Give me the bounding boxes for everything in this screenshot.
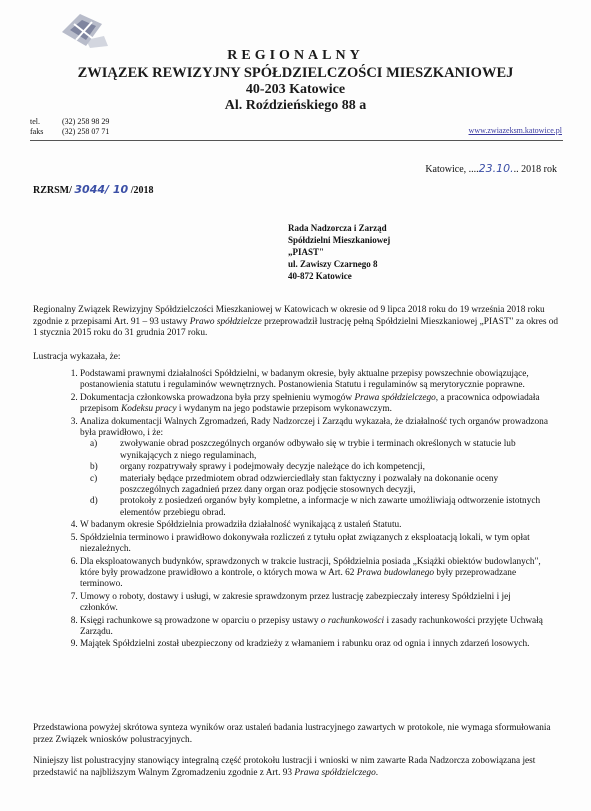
header-line-1: REGIONALNY: [227, 48, 364, 63]
list-item: [80, 520, 550, 531]
item-italic: o rachunkowości: [320, 615, 385, 626]
header-divider: [30, 140, 563, 141]
date-prefix: Katowice, ....: [425, 164, 479, 175]
list-item: [80, 616, 550, 639]
item-text: , a pracownica odpowiadała przepisom: [80, 392, 540, 415]
intro-paragraph: [33, 305, 561, 340]
closing-italic: Prawa spółdzielczego: [294, 767, 376, 778]
item-text: Dla eksploatowanych budynków, sprawdzonych w trakcie lustracji, Spółdzielnia posiada „Książki obiektów budowlanych", które były prowadzone prawidłowo a kontrole, o których mowa w Art. 62: [80, 556, 541, 578]
date-handwritten: 23.10.: [478, 162, 514, 175]
fax-number: (32) 258 07 71: [62, 127, 110, 136]
addressee-line: Spółdzielni Mieszkaniowej: [288, 235, 391, 245]
sub-list-item: [90, 439, 550, 462]
addressee-line: „PIAST": [288, 247, 325, 257]
website-link[interactable]: www.zwiazeksm.katowice.pl: [468, 126, 562, 135]
tel-number: (32) 258 98 29: [62, 117, 110, 126]
header-line-4: Al. Roździeńskiego 88 a: [224, 98, 367, 113]
list-item: [80, 639, 550, 650]
sub-list-item: [90, 462, 550, 473]
letter-date: [425, 162, 557, 175]
item-italic: Prawa spółdzielczego: [354, 392, 436, 403]
date-suffix: .. 2018 rok: [513, 164, 557, 175]
ref-handwritten: 3044/ 10: [74, 183, 129, 196]
intro-text: przeprowadził lustrację pełną Spółdzielni Mieszkaniowej „PIAST" za okres od 1 stycznia 2015 roku do 31 grudnia 2017 roku.: [33, 316, 559, 338]
item-italic: Kodeksu pracy: [121, 404, 177, 415]
fax-label: faks: [30, 127, 44, 136]
sub-letter: a): [90, 439, 98, 450]
sub-list: [80, 439, 550, 519]
header-line-2: ZWIĄZEK REWIZYJNY SPÓŁDZIELCZOŚCI MIESZKANIOWEJ: [77, 65, 514, 81]
sub-text: zwoływanie obrad poszczególnych organów odbywało się w trybie i terminach określonych w statucie lub wynikających z niego regulaminach,: [120, 439, 516, 461]
addressee-line: ul. Zawiszy Czarnego 8: [288, 259, 378, 269]
addressee-line: 40-872 Katowice: [288, 271, 352, 281]
item-italic: Prawa budowlanego: [356, 567, 434, 578]
sub-letter: d): [90, 496, 98, 507]
intro-text: Regionalny Związek Rewizyjny Spółdzielczości Mieszkaniowej w Katowicach w okresie od 9 lipca 2018 roku do 19 września 2018 roku zgodnie z przepisami Art. 91 – 93 ustawy: [33, 305, 545, 327]
intro-italic: Prawo spółdzielcze: [189, 316, 262, 327]
list-item: [80, 592, 550, 615]
association-logo-icon: [56, 10, 114, 50]
item-text: Analiza dokumentacji Walnych Zgromadzeń, Rady Nadzorczej i Zarządu wykazała, że działalność tych organów prowadzona była prawidłowo, i że:: [80, 416, 548, 439]
reference-number: [33, 183, 153, 196]
list-item: [80, 393, 550, 416]
header-line-3: 40-203 Katowice: [245, 82, 346, 97]
item-text: były przeprowadzane terminowo.: [80, 567, 517, 590]
item-text: Księgi rachunkowe są prowadzone w oparciu o przepisy ustawy: [80, 615, 321, 626]
item-text: W badanym okresie Spółdzielnia prowadziła działalność wynikającą z ustaleń Statutu.: [80, 520, 402, 531]
sub-letter: b): [90, 462, 98, 473]
sub-letter: c): [90, 473, 98, 484]
sub-text: protokoły z posiedzeń organów były kompletne, a informacje w nich zawarte umożliwiają odtworzenie istotnych elementów przebiegu obrad.: [120, 496, 541, 518]
tel-label: tel.: [30, 117, 40, 126]
sub-list-item: [90, 474, 550, 497]
list-item: [80, 417, 550, 520]
item-text: Spółdzielnia terminowo i prawidłowo dokonywała rozliczeń z tytułu opłat związanych z eksploatacją lokali, w tym opłat niezależnych.: [80, 532, 530, 555]
item-text: Podstawami prawnymi działalności Spółdzielni, w badanym okresie, były aktualne przepisy powszechnie obowiązujące, postanowienia statutu i regulaminów wewnętrznych. Postanowienia Statutu i regulaminów są merytorycznie poprawne.: [80, 369, 529, 391]
contact-block: [30, 117, 109, 137]
item-text: Majątek Spółdzielni został ubezpieczony od kradzieży z włamaniem i rabunku oraz od ognia i innych zdarzeń losowych.: [80, 639, 530, 650]
addressee-block: [288, 222, 390, 282]
closing-text: Niniejszy list polustracyjny stanowiący integralną część protokołu lustracji i wnioski w nim zawarte Rada Nadzorcza zobowiązana jest przedstawić na najbliższym Walnym Zgromadzeniu zgodnie z Art. 93: [33, 756, 536, 778]
sub-text: organy rozpatrywały sprawy i podejmowały decyzje należące do ich kompetencji,: [120, 462, 425, 473]
ref-prefix: RZRSM/: [33, 185, 72, 196]
addressee-line: Rada Nadzorcza i Zarząd: [288, 223, 387, 233]
closing-paragraph-2: [33, 756, 555, 779]
closing-paragraph-1: Przedstawiona powyżej skrótowa synteza wyników oraz ustaleń badania lustracyjnego zawartych w protokole, nie wymaga sformułowania przez Związek wniosków polustracyjnych.: [33, 723, 551, 745]
item-text: i zasady rachunkowości przyjęte Uchwałą Zarządu.: [80, 615, 543, 637]
ref-suffix: /2018: [130, 185, 154, 196]
list-item: [80, 533, 550, 556]
sub-list-item: [90, 496, 550, 519]
sub-text: materiały będące przedmiotem obrad odzwierciedlały stan faktyczny i pozwalały na dokonanie oceny poszczególnych zagadnień przez dany organ oraz podjęcie stosownych decyzji,: [120, 473, 499, 496]
item-text: i wydanym na jego podstawie przepisom wykonawczym.: [176, 404, 392, 415]
closing-text: .: [375, 767, 379, 778]
findings-list: [40, 369, 550, 652]
item-text: Dokumentacja członkowska prowadzona była przy spełnieniu wymogów: [80, 392, 355, 403]
findings-lead: Lustracja wykazała, że:: [33, 352, 121, 362]
list-item: [80, 557, 550, 591]
list-item: [80, 369, 550, 392]
item-text: Umowy o roboty, dostawy i usługi, w zakresie sprawdzonym przez lustrację zabezpieczały interesy Spółdzielni i jej członków.: [80, 591, 511, 614]
